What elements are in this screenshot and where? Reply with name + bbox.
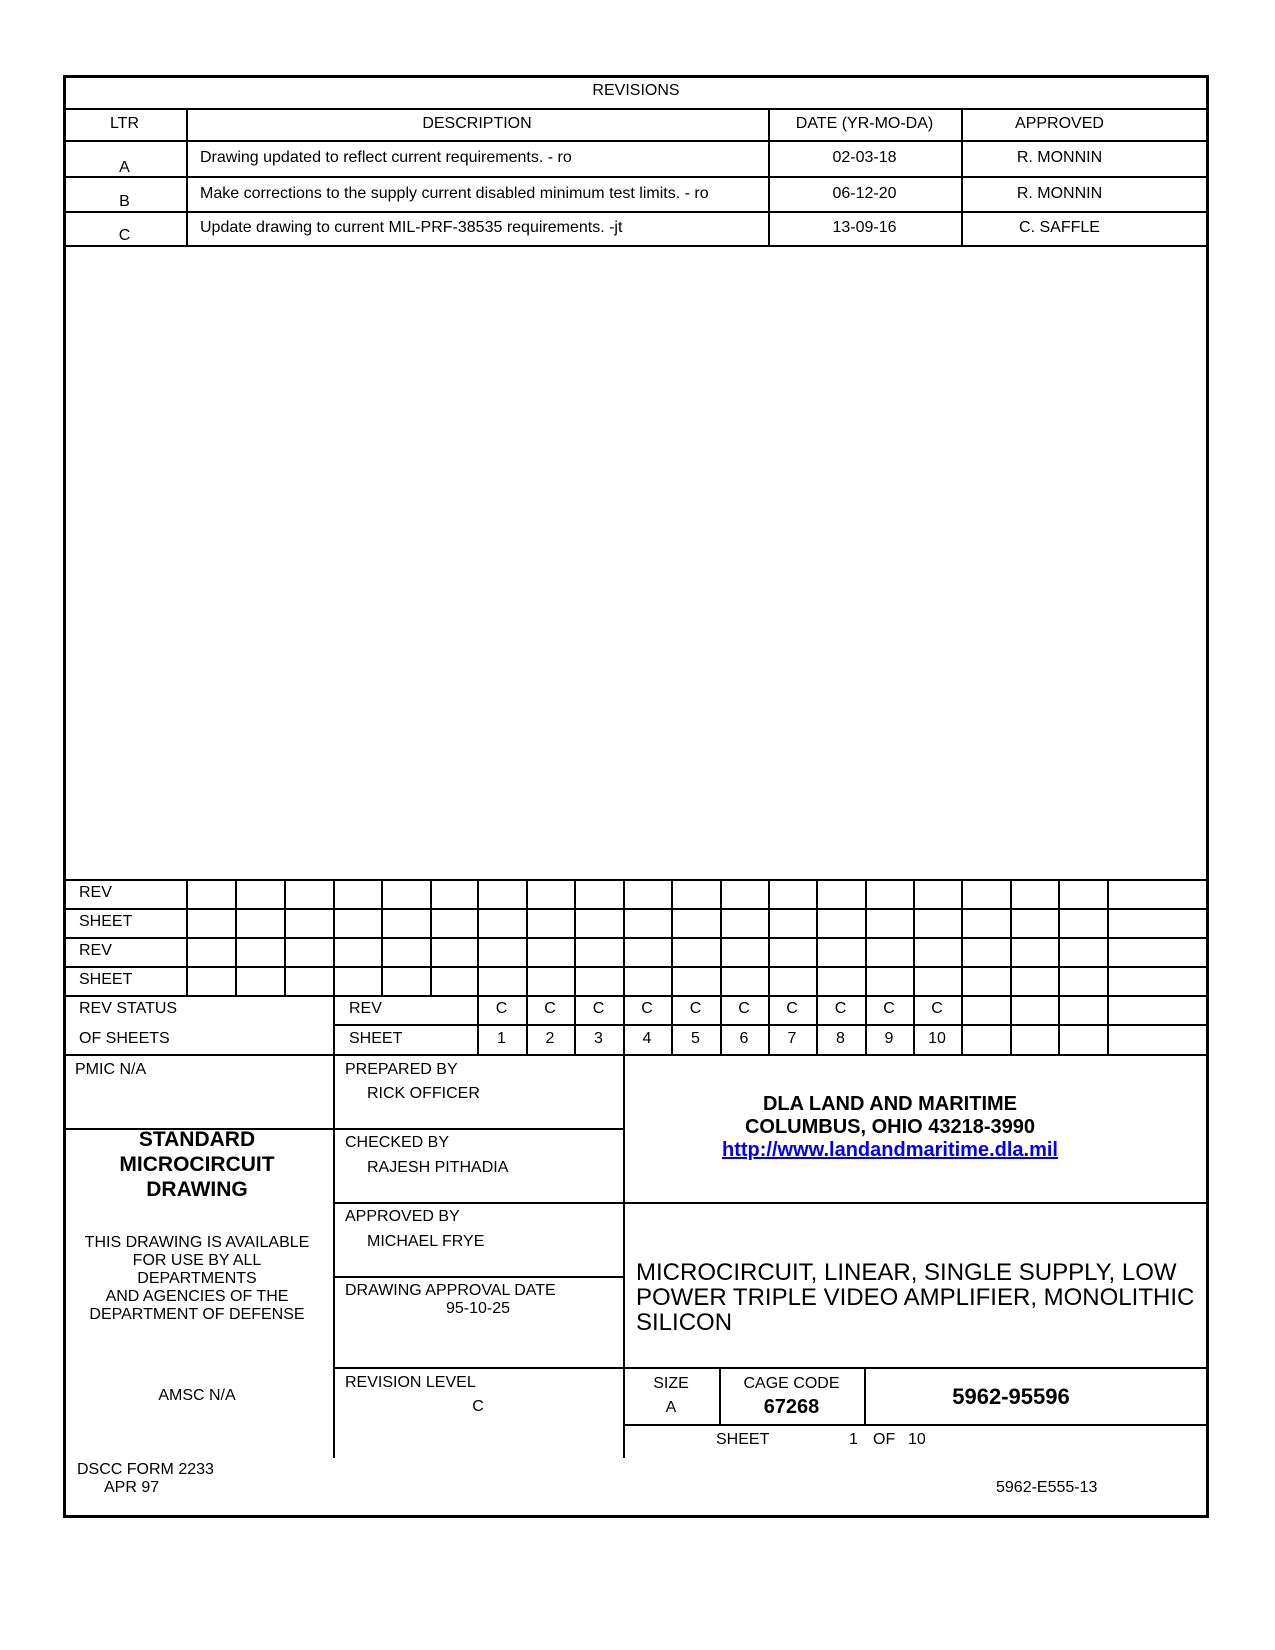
divider	[526, 879, 528, 1054]
divider	[477, 879, 479, 1054]
divider	[333, 1128, 623, 1130]
rev-status-label: REV STATUS	[79, 1000, 178, 1017]
divider	[63, 1054, 1209, 1056]
divider	[1010, 879, 1012, 1054]
rev-cell: C	[883, 1000, 895, 1017]
rev-cell: C	[786, 1000, 798, 1017]
sheet-label: SHEET	[349, 1030, 403, 1047]
revision-description: Drawing updated to reflect current requirements. - ro	[200, 149, 572, 166]
of-sheets-label: OF SHEETS	[79, 1030, 170, 1047]
standard-title: MICROCIRCUIT	[119, 1153, 275, 1176]
divider	[333, 1276, 623, 1278]
pmic-label: PMIC N/A	[75, 1061, 147, 1078]
revision-ltr: A	[119, 159, 130, 176]
prepared-by-name: RICK OFFICER	[367, 1085, 480, 1102]
sheet-cell: 10	[928, 1030, 946, 1047]
divider	[430, 879, 432, 995]
revision-approver: R. MONNIN	[1016, 185, 1103, 202]
rev-cell: C	[689, 1000, 702, 1017]
divider	[1058, 879, 1060, 1054]
divider	[623, 879, 625, 1054]
revision-date: 13-09-16	[832, 219, 897, 236]
divider	[333, 879, 335, 1054]
availability-text: FOR USE BY ALL	[132, 1252, 262, 1269]
sheet-row-label: SHEET	[79, 913, 133, 930]
checked-by-name: RAJESH PITHADIA	[367, 1159, 509, 1176]
availability-text: DEPARTMENT OF DEFENSE	[89, 1306, 305, 1323]
prepared-by-label: PREPARED BY	[345, 1061, 458, 1078]
sheet-cell: 4	[642, 1030, 652, 1047]
divider	[235, 879, 237, 995]
col-header-ltr: LTR	[109, 115, 140, 132]
divider	[63, 995, 1209, 997]
size-label: SIZE	[653, 1375, 689, 1392]
col-header-description: DESCRIPTION	[422, 115, 532, 132]
sheet-cell: 3	[594, 1030, 603, 1047]
divider	[768, 879, 770, 1054]
drawing-title: POWER TRIPLE VIDEO AMPLIFIER, MONOLITHIC	[636, 1284, 1195, 1311]
rev-cell: C	[495, 1000, 508, 1017]
approval-date-label: DRAWING APPROVAL DATE	[345, 1282, 556, 1299]
revision-approver: C. SAFFLE	[1019, 219, 1100, 236]
sheet-total: 10	[908, 1431, 926, 1448]
divider	[865, 879, 867, 1054]
col-header-approved: APPROVED	[1015, 115, 1104, 132]
divider	[574, 879, 576, 1054]
revision-ltr: C	[118, 227, 131, 244]
divider	[333, 1024, 1209, 1026]
rev-cell: C	[931, 1000, 943, 1017]
divider	[63, 211, 1209, 213]
sheet-cell: 5	[691, 1030, 700, 1047]
revision-approver: R. MONNIN	[1016, 149, 1103, 166]
rev-cell: C	[544, 1000, 556, 1017]
rev-label: REV	[349, 1000, 382, 1017]
col-header-date: DATE (YR-MO-DA)	[795, 115, 934, 132]
divider	[63, 140, 1209, 142]
availability-text: THIS DRAWING IS AVAILABLE	[84, 1234, 310, 1251]
form-number: DSCC FORM 2233	[77, 1461, 214, 1478]
divider	[913, 879, 915, 1054]
sheet-cell: 1	[497, 1030, 506, 1047]
sheet-cell: 9	[884, 1030, 894, 1047]
approved-by-name: MICHAEL FRYE	[367, 1233, 485, 1250]
revision-ltr: B	[119, 193, 130, 210]
checked-by-label: CHECKED BY	[345, 1134, 450, 1151]
cage-code-value: 67268	[763, 1396, 820, 1418]
size-value: A	[665, 1399, 677, 1416]
divider	[816, 879, 818, 1054]
rev-cell: C	[592, 1000, 605, 1017]
drawing-title: MICROCIRCUIT, LINEAR, SINGLE SUPPLY, LOW	[636, 1259, 1177, 1286]
revision-date: 06-12-20	[832, 185, 897, 202]
divider	[1107, 879, 1109, 1054]
approval-date-value: 95-10-25	[445, 1300, 511, 1317]
divider	[671, 879, 673, 1054]
availability-text: DEPARTMENTS	[137, 1270, 257, 1287]
divider	[63, 176, 1209, 178]
divider	[333, 1367, 1209, 1369]
rev-cell: C	[738, 1000, 750, 1017]
divider	[720, 879, 722, 1054]
sheet-row-label: SHEET	[79, 971, 133, 988]
divider	[63, 245, 1209, 247]
divider	[186, 879, 188, 995]
sheet-of-label: OF	[873, 1431, 896, 1448]
document-code: 5962-E555-13	[996, 1479, 1098, 1496]
drawing-title: SILICON	[636, 1309, 733, 1336]
revision-date: 02-03-18	[832, 149, 897, 166]
organization-address: COLUMBUS, OHIO 43218-3990	[744, 1116, 1036, 1138]
rev-row-label: REV	[79, 884, 112, 901]
sheet-number: 1	[849, 1431, 858, 1448]
revisions-title: REVISIONS	[592, 82, 680, 99]
amsc-label: AMSC N/A	[158, 1387, 236, 1404]
availability-text: AND AGENCIES OF THE	[105, 1288, 289, 1305]
sheet-cell: 6	[739, 1030, 749, 1047]
divider	[63, 108, 1209, 110]
organization-name: DLA LAND AND MARITIME	[762, 1093, 1018, 1115]
revision-level-value: C	[472, 1398, 484, 1415]
revision-description: Make corrections to the supply current disabled minimum test limits. - ro	[200, 185, 709, 202]
organization-url-link[interactable]: http://www.landandmaritime.dla.mil	[722, 1139, 1058, 1161]
divider	[623, 1424, 1209, 1426]
rev-cell: C	[641, 1000, 653, 1017]
divider	[333, 1202, 1209, 1204]
standard-title: DRAWING	[146, 1178, 248, 1201]
organization-url-container	[623, 1139, 1157, 1162]
approved-by-label: APPROVED BY	[345, 1208, 460, 1225]
drawing-number: 5962-95596	[952, 1384, 1070, 1409]
sheet-cell: 2	[545, 1030, 555, 1047]
revision-level-label: REVISION LEVEL	[345, 1374, 476, 1391]
cage-code-label: CAGE CODE	[743, 1375, 840, 1392]
revision-description: Update drawing to current MIL-PRF-38535 requirements. -jt	[200, 219, 623, 236]
rev-cell: C	[834, 1000, 847, 1017]
form-date: APR 97	[104, 1479, 160, 1496]
standard-title: STANDARD	[138, 1128, 256, 1151]
divider	[381, 879, 383, 995]
sheet-cell: 7	[787, 1030, 797, 1047]
rev-row-label: REV	[79, 942, 112, 959]
divider	[284, 879, 286, 995]
sheet-cell: 8	[836, 1030, 845, 1047]
divider	[961, 879, 963, 1054]
sheet-footer-label: SHEET	[716, 1431, 770, 1448]
